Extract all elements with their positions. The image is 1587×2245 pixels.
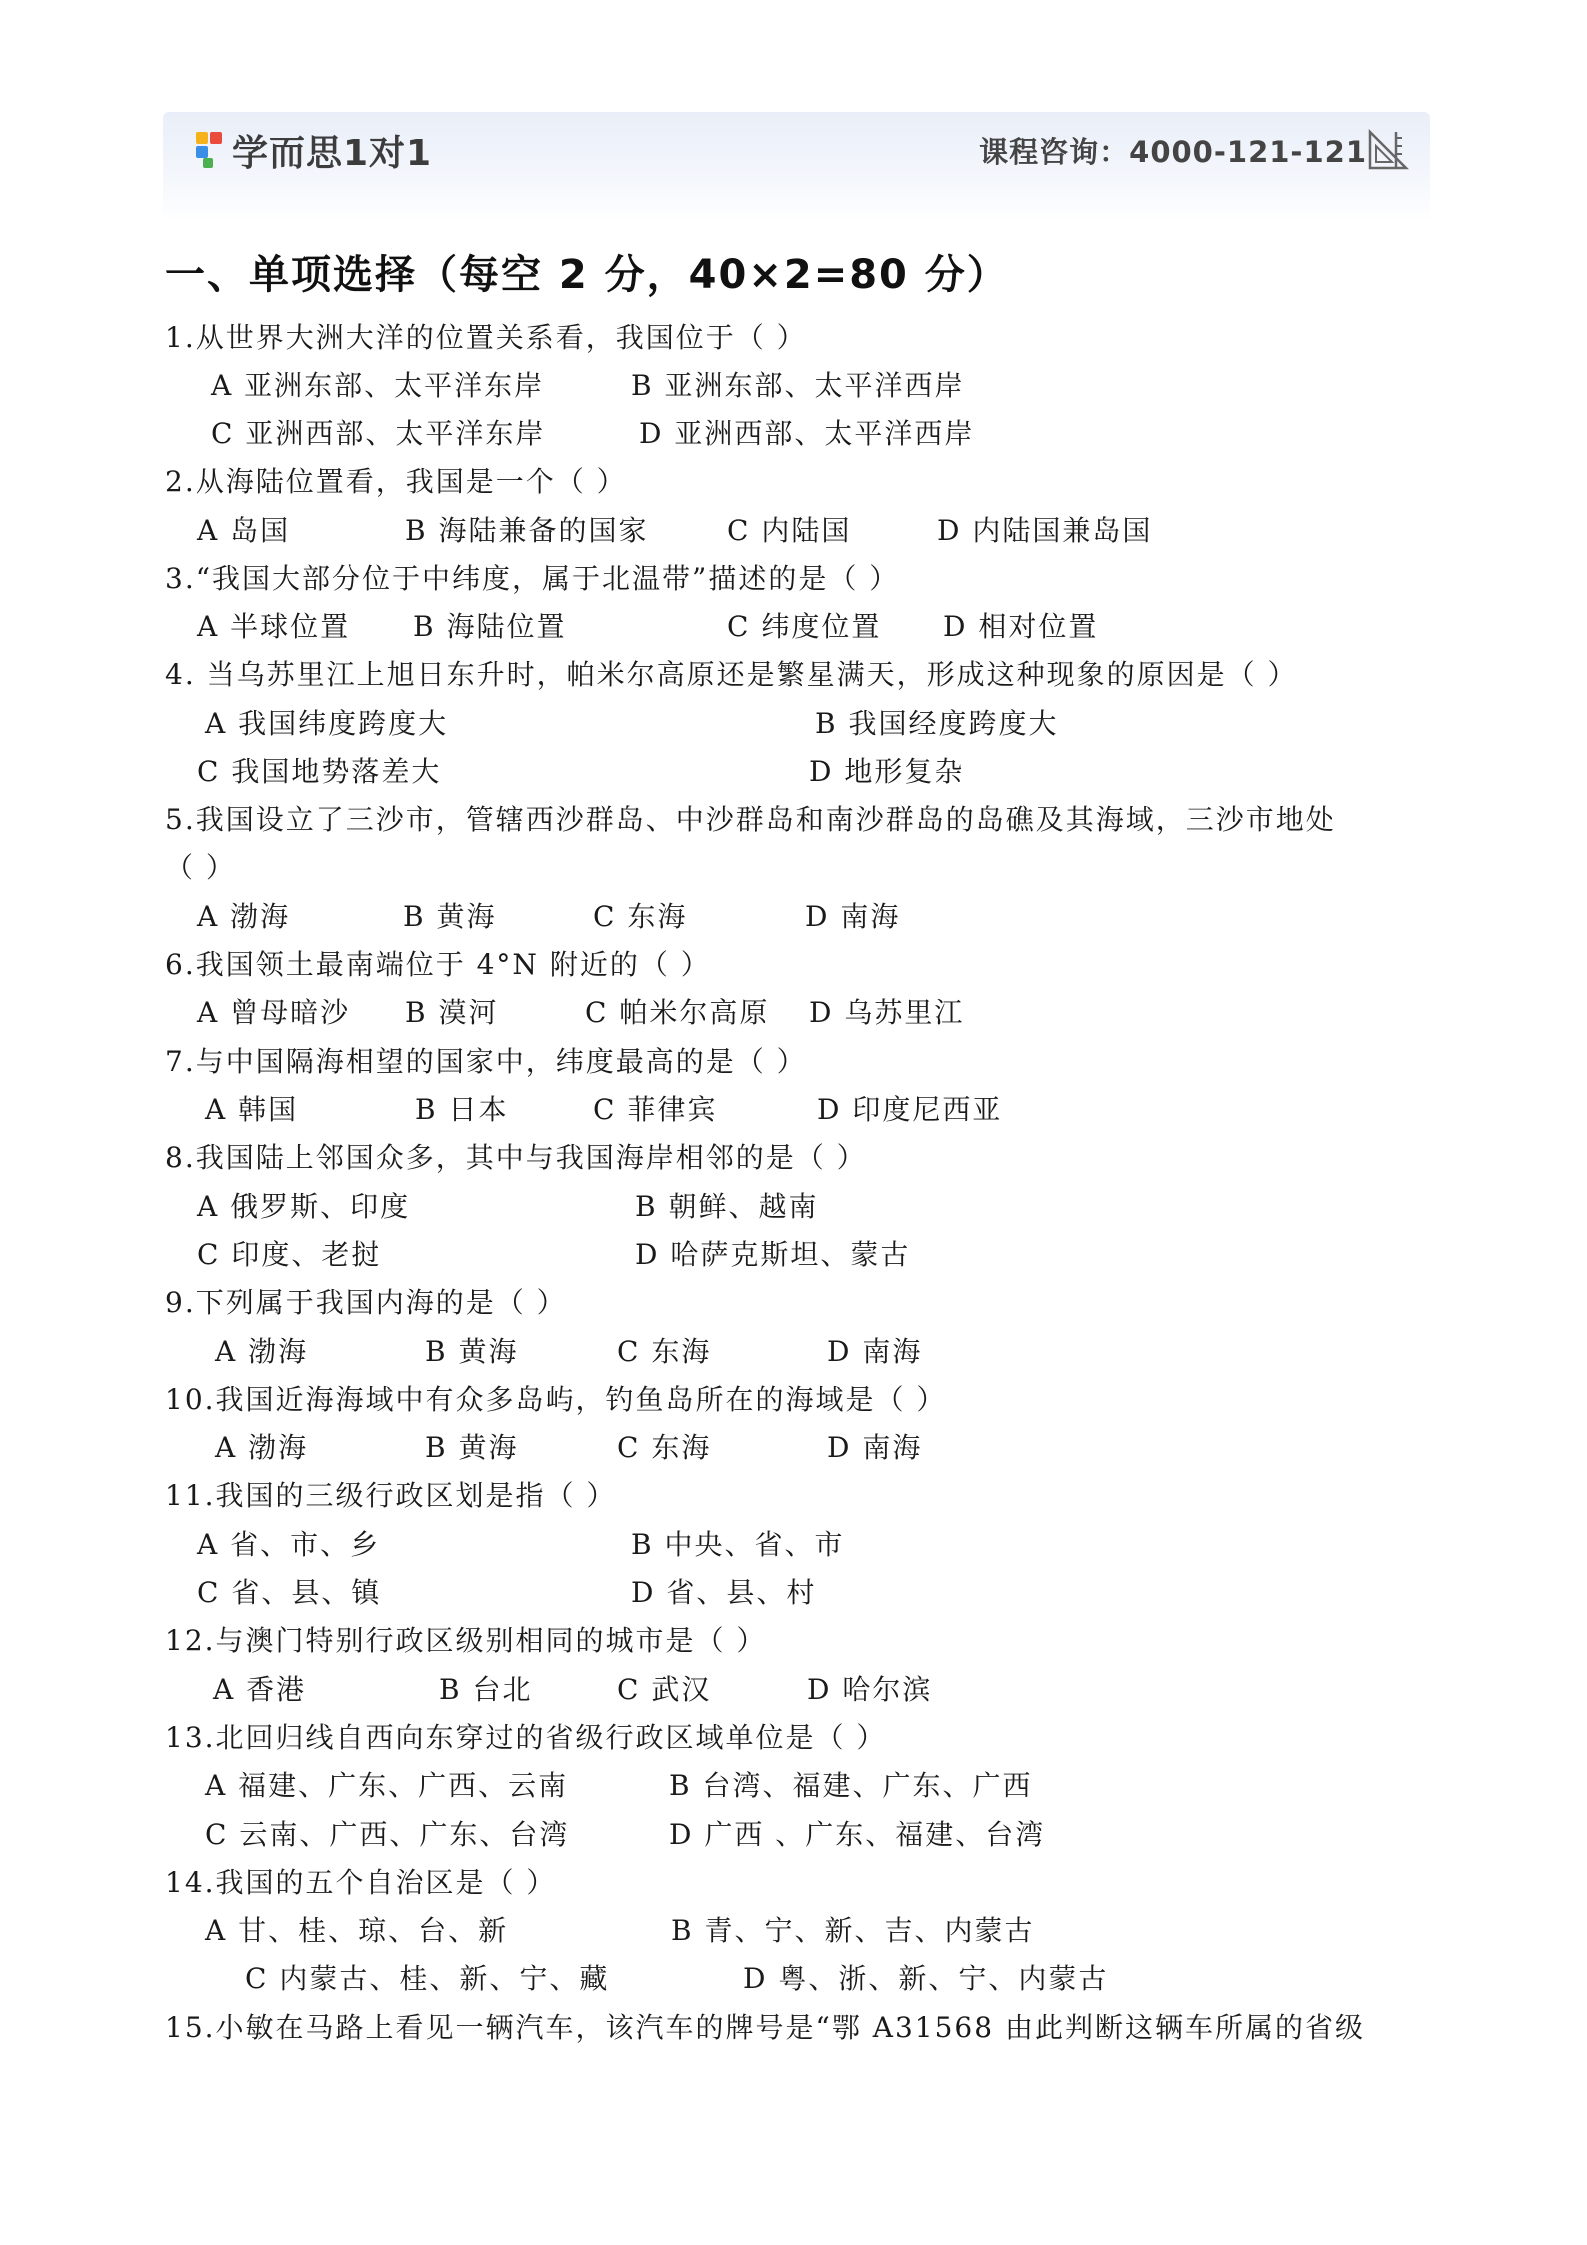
question-9-option-c: C 东海 xyxy=(617,1335,712,1368)
question-9-option-b: B 黄海 xyxy=(425,1335,519,1368)
question-6-option-b: B 漠河 xyxy=(405,996,499,1029)
question-11-option-a: A 省、市、乡 xyxy=(197,1528,381,1561)
question-7-option-c: C 菲律宾 xyxy=(593,1093,718,1126)
consult-hotline: 课程咨询：4000-121-121 xyxy=(979,135,1367,169)
question-3-option-d: D 相对位置 xyxy=(943,610,1099,643)
question-13-option-c: C 云南、广西、广东、台湾 xyxy=(205,1818,570,1851)
question-9-stem: 9.下列属于我国内海的是（ ） xyxy=(165,1286,567,1319)
question-5-option-c: C 东海 xyxy=(593,900,688,933)
question-2-stem: 2.从海陆位置看，我国是一个（ ） xyxy=(165,465,627,498)
question-14-option-c: C 内蒙古、桂、新、宁、藏 xyxy=(245,1962,610,1995)
question-5-option-a: A 渤海 xyxy=(197,900,291,933)
question-11-option-c: C 省、县、镇 xyxy=(197,1576,382,1609)
question-6-option-d: D 乌苏里江 xyxy=(809,996,965,1029)
question-13-option-a: A 福建、广东、广西、云南 xyxy=(205,1769,569,1802)
question-15-stem: 15.小敏在马路上看见一辆汽车，该汽车的牌号是“鄂 A31568 由此判断这辆车所属的省级 xyxy=(165,2011,1365,2044)
question-1-option-c: C 亚洲西部、太平洋东岸 xyxy=(211,417,546,450)
question-3-option-b: B 海陆位置 xyxy=(413,610,567,643)
question-10-option-c: C 东海 xyxy=(617,1431,712,1464)
question-11-stem: 11.我国的三级行政区划是指（ ） xyxy=(165,1479,617,1512)
question-4-stem: 4. 当乌苏里江上旭日东升时，帕米尔高原还是繁星满天，形成这种现象的原因是（ ） xyxy=(165,658,1298,691)
question-9-option-a: A 渤海 xyxy=(215,1335,309,1368)
question-13-option-d: D 广西 、广东、福建、台湾 xyxy=(669,1818,1046,1851)
question-2-option-b: B 海陆兼备的国家 xyxy=(405,514,649,547)
question-1-stem: 1.从世界大洲大洋的位置关系看，我国位于（ ） xyxy=(165,321,807,354)
question-8-stem: 8.我国陆上邻国众多，其中与我国海岸相邻的是（ ） xyxy=(165,1141,867,1174)
logo xyxy=(192,124,432,176)
question-1-option-a: A 亚洲东部、太平洋东岸 xyxy=(211,369,545,402)
question-4-option-b: B 我国经度跨度大 xyxy=(815,707,1059,740)
question-1-option-b: B 亚洲东部、太平洋西岸 xyxy=(631,369,965,402)
question-7-option-b: B 日本 xyxy=(415,1093,509,1126)
question-2-option-a: A 岛国 xyxy=(197,514,291,547)
question-12-option-d: D 哈尔滨 xyxy=(807,1673,933,1706)
question-14-option-b: B 青、宁、新、吉、内蒙古 xyxy=(671,1914,1035,1947)
question-5-option-b: B 黄海 xyxy=(403,900,497,933)
question-8-option-d: D 哈萨克斯坦、蒙古 xyxy=(635,1238,911,1271)
question-7-option-a: A 韩国 xyxy=(205,1093,299,1126)
question-11-option-b: B 中央、省、市 xyxy=(631,1528,845,1561)
question-12-option-a: A 香港 xyxy=(213,1673,307,1706)
question-13-stem: 13.北回归线自西向东穿过的省级行政区域单位是（ ） xyxy=(165,1721,887,1754)
question-2-option-d: D 内陆国兼岛国 xyxy=(937,514,1153,547)
question-8-option-a: A 俄罗斯、印度 xyxy=(197,1190,411,1223)
question-5-option-d: D 南海 xyxy=(805,900,901,933)
question-12-option-b: B 台北 xyxy=(439,1673,533,1706)
question-13-option-b: B 台湾、福建、广东、广西 xyxy=(669,1769,1033,1802)
question-14-option-d: D 粤、浙、新、宁、内蒙古 xyxy=(743,1962,1109,1995)
question-10-stem: 10.我国近海海域中有众多岛屿，钓鱼岛所在的海域是（ ） xyxy=(165,1383,947,1416)
question-3-option-c: C 纬度位置 xyxy=(727,610,882,643)
question-2-option-c: C 内陆国 xyxy=(727,514,852,547)
question-5-stem: 5.我国设立了三沙市，管辖西沙群岛、中沙群岛和南沙群岛的岛礁及其海域，三沙市地处 xyxy=(165,803,1336,836)
question-8-option-c: C 印度、老挝 xyxy=(197,1238,382,1271)
question-7-option-d: D 印度尼西亚 xyxy=(817,1093,1003,1126)
question-8-option-b: B 朝鲜、越南 xyxy=(635,1190,819,1223)
question-4-option-d: D 地形复杂 xyxy=(809,755,965,788)
question-12-stem: 12.与澳门特别行政区级别相同的城市是（ ） xyxy=(165,1624,767,1657)
question-3-option-a: A 半球位置 xyxy=(197,610,351,643)
question-4-option-a: A 我国纬度跨度大 xyxy=(205,707,449,740)
question-10-option-a: A 渤海 xyxy=(215,1431,309,1464)
question-12-option-c: C 武汉 xyxy=(617,1673,712,1706)
logo-mark-icon xyxy=(192,130,226,170)
ruler-icon xyxy=(1366,128,1410,172)
question-4-option-c: C 我国地势落差大 xyxy=(197,755,442,788)
question-14-option-a: A 甘、桂、琼、台、新 xyxy=(205,1914,509,1947)
question-10-option-b: B 黄海 xyxy=(425,1431,519,1464)
question-7-stem: 7.与中国隔海相望的国家中，纬度最高的是（ ） xyxy=(165,1045,807,1078)
question-6-stem: 6.我国领土最南端位于 4°N 附近的（ ） xyxy=(165,948,711,981)
question-5-stem-continued: （ ） xyxy=(165,851,236,884)
question-9-option-d: D 南海 xyxy=(827,1335,923,1368)
question-11-option-d: D 省、县、村 xyxy=(631,1576,817,1609)
question-6-option-c: C 帕米尔高原 xyxy=(585,996,770,1029)
question-6-option-a: A 曾母暗沙 xyxy=(197,996,351,1029)
logo-text: 学而思1对1 xyxy=(232,132,433,174)
section-title: 一、单项选择（每空 2 分，40×2=80 分） xyxy=(165,252,1009,298)
question-3-stem: 3.“我国大部分位于中纬度，属于北温带”描述的是（ ） xyxy=(165,562,900,595)
question-14-stem: 14.我国的五个自治区是（ ） xyxy=(165,1866,557,1899)
question-10-option-d: D 南海 xyxy=(827,1431,923,1464)
question-1-option-d: D 亚洲西部、太平洋西岸 xyxy=(639,417,975,450)
